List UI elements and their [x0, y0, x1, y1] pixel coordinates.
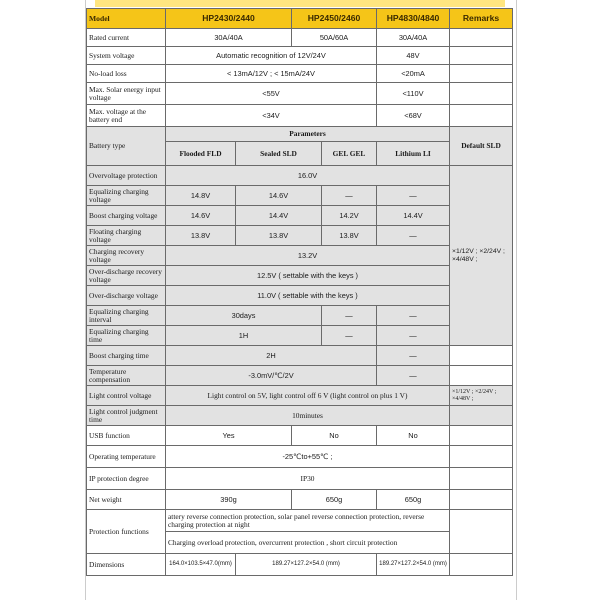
cell: No — [292, 426, 377, 446]
header-row — [87, 9, 513, 29]
table-row — [87, 346, 513, 366]
table-row — [87, 554, 513, 576]
row-label: Battery type — [87, 127, 166, 166]
cell: < 13mA/12V ; < 15mA/24V — [166, 65, 377, 83]
cell: Automatic recognition of 12V/24V — [166, 47, 377, 65]
remark-cell — [450, 105, 513, 127]
cell: Charging overload protection, overcurrent protection , short circuit protection — [166, 532, 450, 554]
cell: <55V — [166, 83, 377, 105]
remark-cell: ×1/12V ; ×2/24V ; ×4/48V ; — [450, 386, 513, 406]
cell: 189.27×127.2×54.0 (mm) — [236, 554, 377, 576]
row-label: Overvoltage protection — [87, 166, 166, 186]
cell: 14.6V — [236, 186, 322, 206]
remark-cell — [450, 490, 513, 510]
cell: 390g — [166, 490, 292, 510]
row-label: Equalizing charging interval — [87, 306, 166, 326]
cell: 30days — [166, 306, 322, 326]
cell: 14.4V — [236, 206, 322, 226]
cell: — — [377, 186, 450, 206]
table-row — [87, 105, 513, 127]
table-row — [87, 246, 513, 266]
table-row — [87, 326, 513, 346]
cell: <34V — [166, 105, 377, 127]
spec-table — [86, 8, 513, 576]
header-col2: HP2450/2460 — [292, 9, 377, 29]
row-label: System voltage — [87, 47, 166, 65]
cell: 14.6V — [166, 206, 236, 226]
row-label: Light control judgment time — [87, 406, 166, 426]
header-col3: HP4830/4840 — [377, 9, 450, 29]
cell: 48V — [377, 47, 450, 65]
remark-cell — [450, 83, 513, 105]
remark-cell — [450, 510, 513, 554]
row-label: Rated current — [87, 29, 166, 47]
table-row — [87, 386, 513, 406]
cell: 650g — [292, 490, 377, 510]
cell: 13.8V — [236, 226, 322, 246]
table-row — [87, 468, 513, 490]
row-label: USB function — [87, 426, 166, 446]
table-row — [87, 446, 513, 468]
row-label: Over-discharge voltage — [87, 286, 166, 306]
cell: 14.4V — [377, 206, 450, 226]
battery-flooded: Flooded FLD — [166, 142, 236, 166]
row-label: Operating temperature — [87, 446, 166, 468]
cell: 14.8V — [166, 186, 236, 206]
row-label: Temperature compensation — [87, 366, 166, 386]
cell: — — [377, 366, 450, 386]
remark-cell — [450, 446, 513, 468]
table-row — [87, 206, 513, 226]
row-label: Over-discharge recovery voltage — [87, 266, 166, 286]
default-remark: Default SLD — [450, 127, 513, 166]
cell: attery reverse connection protection, solar panel reverse connection protection, reverse charging protection at night — [166, 510, 450, 532]
row-label: Floating charging voltage — [87, 226, 166, 246]
cell: — — [322, 306, 377, 326]
table-row — [87, 47, 513, 65]
cell: <20mA — [377, 65, 450, 83]
cell: — — [377, 326, 450, 346]
cell: No — [377, 426, 450, 446]
row-label: Protection functions — [87, 510, 166, 554]
row-label: Max. Solar energy input voltage — [87, 83, 166, 105]
row-label: Net weight — [87, 490, 166, 510]
cell: — — [377, 226, 450, 246]
row-label: Max. voltage at the battery end — [87, 105, 166, 127]
row-label: Dimensions — [87, 554, 166, 576]
table-row — [87, 286, 513, 306]
remark-cell — [450, 346, 513, 366]
cell: — — [322, 326, 377, 346]
remark-cell — [450, 426, 513, 446]
row-label: IP protection degree — [87, 468, 166, 490]
header-model: Model — [87, 9, 166, 29]
row-label: Charging recovery voltage — [87, 246, 166, 266]
cell: 12.5V ( settable with the keys ) — [166, 266, 450, 286]
parameters-header: Parameters — [166, 127, 450, 142]
remark-multipliers: ×1/12V ; ×2/24V ; ×4/48V ; — [450, 166, 513, 346]
cell: 10minutes — [166, 406, 450, 426]
cell: 189.27×127.2×54.0 (mm) — [377, 554, 450, 576]
table-row — [87, 490, 513, 510]
cell: 13.8V — [322, 226, 377, 246]
header-col1: HP2430/2440 — [166, 9, 292, 29]
cell: 13.2V — [166, 246, 450, 266]
table-row — [87, 186, 513, 206]
table-row — [87, 366, 513, 386]
remark-cell — [450, 406, 513, 426]
cell: 2H — [166, 346, 377, 366]
cell: — — [322, 186, 377, 206]
table-row — [87, 406, 513, 426]
table-row — [87, 127, 513, 142]
cell: 30A/40A — [166, 29, 292, 47]
table-row — [87, 426, 513, 446]
cell: 16.0V — [166, 166, 450, 186]
row-label: Light control voltage — [87, 386, 166, 406]
cell: 164.0×103.5×47.0(mm) — [166, 554, 236, 576]
cell: 13.8V — [166, 226, 236, 246]
table-row — [87, 266, 513, 286]
row-label: Boost charging time — [87, 346, 166, 366]
remark-cell — [450, 29, 513, 47]
cell: 30A/40A — [377, 29, 450, 47]
cell: — — [377, 306, 450, 326]
cell: <68V — [377, 105, 450, 127]
remark-cell — [450, 65, 513, 83]
cell: 650g — [377, 490, 450, 510]
cell: 14.2V — [322, 206, 377, 226]
remark-cell — [450, 366, 513, 386]
row-label: No-load loss — [87, 65, 166, 83]
table-row — [87, 65, 513, 83]
battery-gel: GEL GEL — [322, 142, 377, 166]
remark-cell — [450, 468, 513, 490]
table-row — [87, 226, 513, 246]
battery-sealed: Sealed SLD — [236, 142, 322, 166]
remark-cell — [450, 554, 513, 576]
cell: -25℃to+55℃ ; — [166, 446, 450, 468]
cell: 11.0V ( settable with the keys ) — [166, 286, 450, 306]
cell: — — [377, 346, 450, 366]
cell: Yes — [166, 426, 292, 446]
cell: -3.0mV/℃/2V — [166, 366, 377, 386]
table-row — [87, 166, 513, 186]
header-remarks: Remarks — [450, 9, 513, 29]
row-label: Equalizing charging voltage — [87, 186, 166, 206]
table-row — [87, 306, 513, 326]
cell: 50A/60A — [292, 29, 377, 47]
table-row — [87, 83, 513, 105]
battery-lithium: Lithium LI — [377, 142, 450, 166]
cell: Light control on 5V, light control off 6 V (light control on plus 1 V) — [166, 386, 450, 406]
table-row — [87, 510, 513, 532]
row-label: Equalizing charging time — [87, 326, 166, 346]
table-row — [87, 29, 513, 47]
row-label: Boost charging voltage — [87, 206, 166, 226]
cell: IP30 — [166, 468, 450, 490]
cell: 1H — [166, 326, 322, 346]
remark-cell — [450, 47, 513, 65]
cell: <110V — [377, 83, 450, 105]
